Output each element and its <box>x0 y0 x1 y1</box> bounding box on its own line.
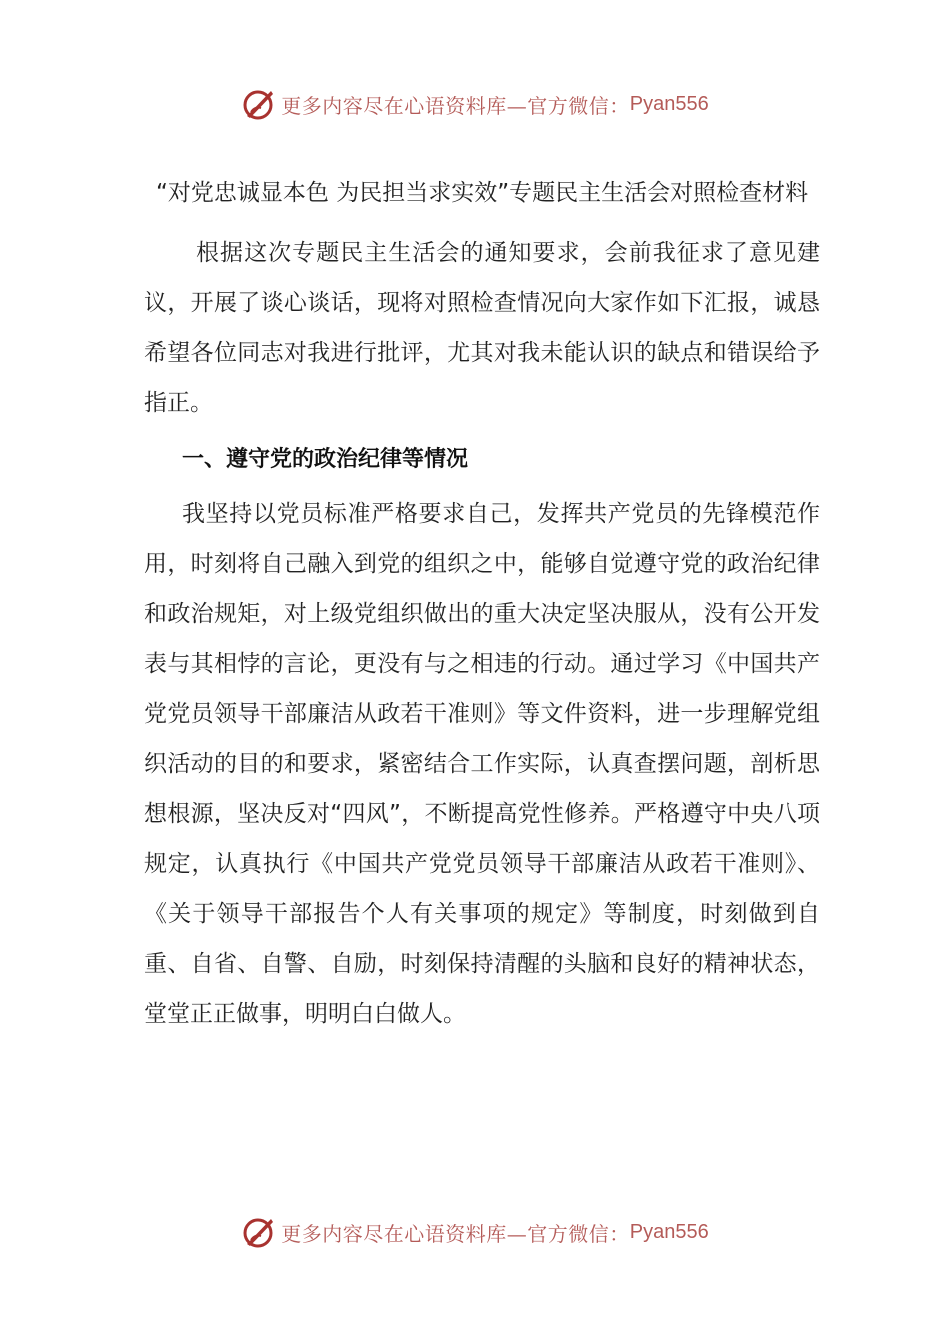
watermark-text: 更多内容尽在心语资料库—官方微信： <box>281 1221 630 1246</box>
section-paragraph: 我坚持以党员标准严格要求自己，发挥共产党员的先锋模范作用，时刻将自己融入到党的组织之中，能够自觉遵守党的政治纪律和政治规矩，对上级党组织做出的重大决定坚决服从，没有公开发表与其相悖的言论，更没有与之相违的行动。通过学习《中国共产党党员领导干部廉洁从政若干准则》等文件资料，进一步理解党组织活动的目的和要求，紧密结合工作实际，认真查摆问题，剖析思想根源，坚决反对“四风”，不断提高党性修养。严格遵守中央八项规定，认真执行《中国共产党党员领导干部廉洁从政若干准则》、《关于领导干部报告个人有关事项的规定》等制度，时刻做到自重、自省、自警、自励，时刻保持清醒的头脑和良好的精神状态，堂堂正正做事，明明白白做人。 <box>144 501 820 1027</box>
footer-watermark <box>0 1210 950 1254</box>
wechat-id: Pyan556 <box>629 1220 709 1243</box>
intro-paragraph: 根据这次专题民主生活会的通知要求，会前我征求了意见建议，开展了谈心谈话，现将对照检查情况向大家作如下汇报，诚恳希望各位同志对我进行批评，尤其对我未能认识的缺点和错误给予指正。 <box>144 240 820 416</box>
document-body <box>144 168 820 1039</box>
pen-logo-icon <box>241 1214 277 1250</box>
header-watermark <box>0 82 950 126</box>
section-heading: 一、遵守党的政治纪律等情况 <box>182 447 469 472</box>
watermark-text: 更多内容尽在心语资料库—官方微信： <box>281 93 630 118</box>
document-title: “对党忠诚显本色 为民担当求实效”专题民主生活会对照检查材料 <box>156 180 809 206</box>
pen-logo-icon <box>241 86 277 122</box>
wechat-id: Pyan556 <box>629 92 709 115</box>
